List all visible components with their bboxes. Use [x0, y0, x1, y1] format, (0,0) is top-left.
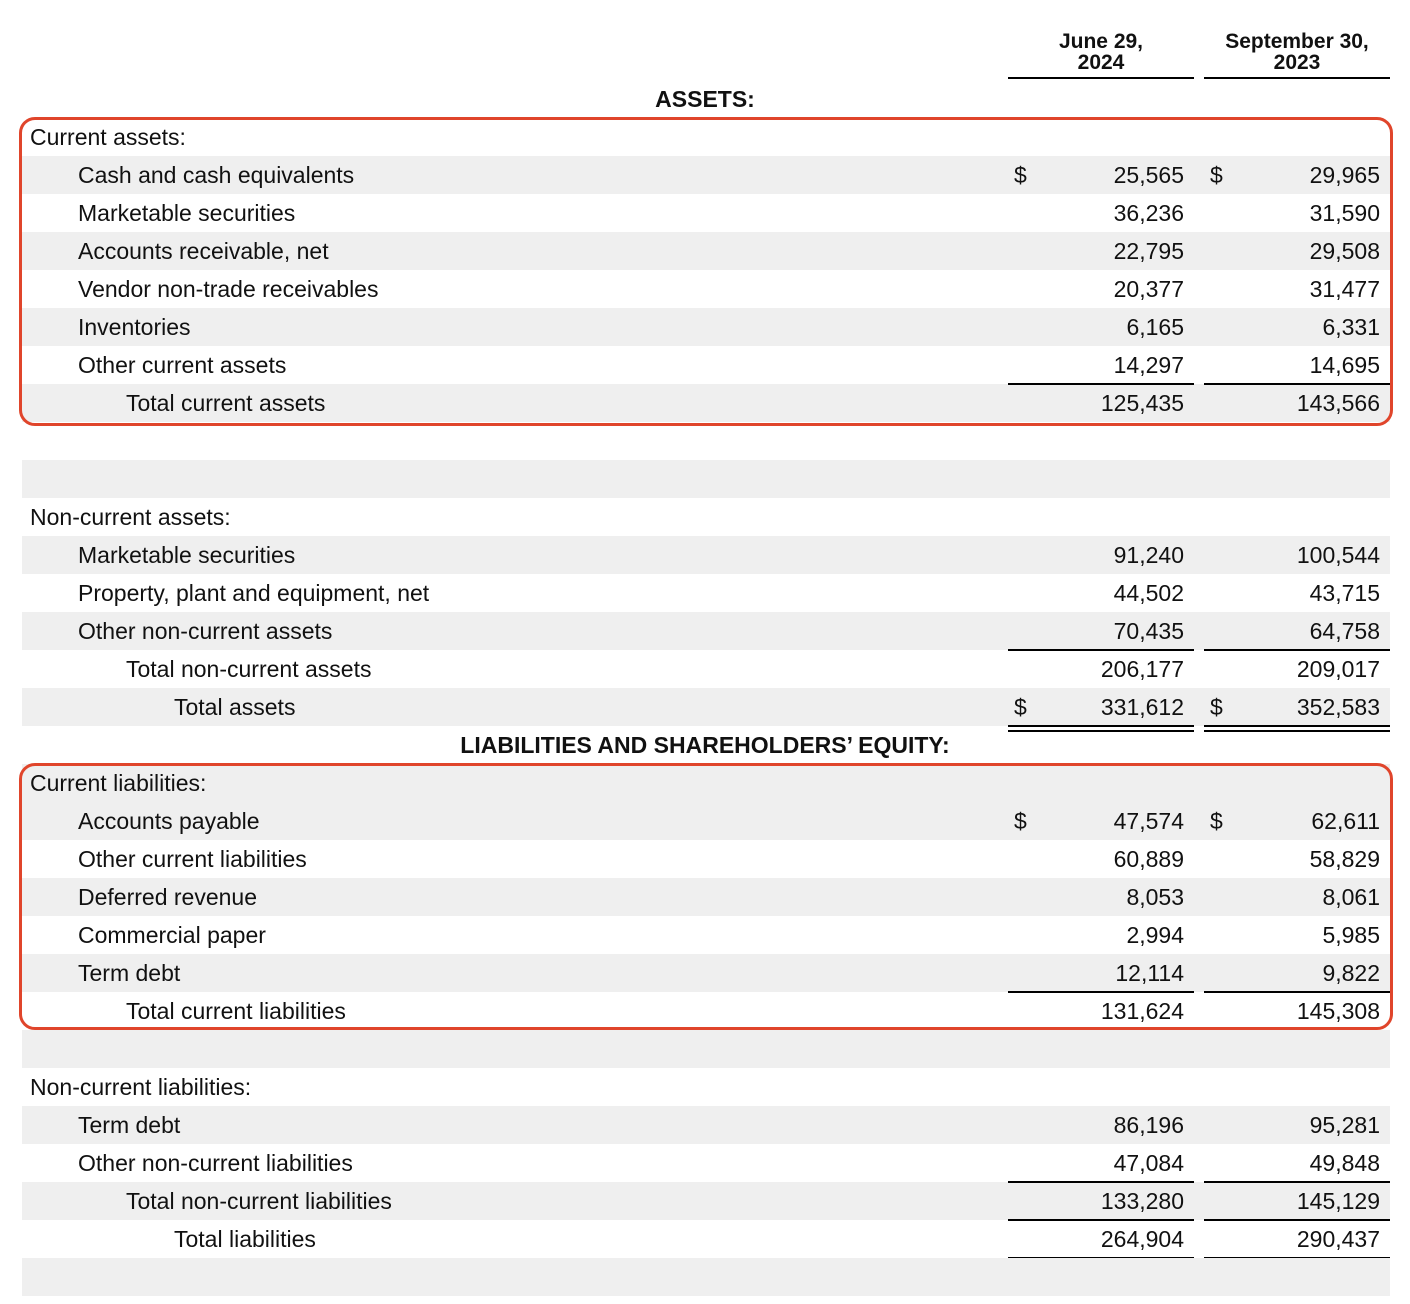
value-june-2024: 47,084	[1113, 1150, 1184, 1176]
row-label: Total non-current assets	[126, 656, 372, 682]
value-september-2023: 95,281	[1309, 1112, 1380, 1138]
table-row	[22, 688, 1390, 726]
value-september-2023: 29,508	[1309, 238, 1380, 264]
value-september-2023: 58,829	[1309, 846, 1380, 872]
table-row	[22, 1182, 1390, 1220]
value-september-2023: 8,061	[1322, 884, 1380, 910]
row-label: Term debt	[78, 960, 181, 986]
table-row	[22, 118, 1390, 156]
subtotal-rule	[1204, 1181, 1390, 1183]
table-row	[22, 1068, 1390, 1106]
value-june-2024: 91,240	[1113, 542, 1184, 568]
value-june-2024: 36,236	[1113, 200, 1184, 226]
table-row	[22, 840, 1390, 878]
table-row	[22, 1030, 1390, 1068]
row-label: Deferred revenue	[78, 884, 257, 910]
row-label: Total non-current liabilities	[126, 1188, 392, 1214]
dollar-sign: $	[1014, 162, 1027, 188]
value-june-2024: 2,994	[1126, 922, 1184, 948]
table-row	[22, 384, 1390, 422]
table-row	[22, 1144, 1390, 1182]
value-september-2023: 62,611	[1311, 808, 1380, 834]
table-row	[22, 1220, 1390, 1258]
value-june-2024: 331,612	[1100, 694, 1184, 720]
table-row	[22, 536, 1390, 574]
assets-section-title: ASSETS:	[655, 86, 755, 112]
table-row	[22, 308, 1390, 346]
value-september-2023: 5,985	[1322, 922, 1380, 948]
row-label: Accounts receivable, net	[78, 238, 329, 264]
value-september-2023: 49,848	[1309, 1150, 1380, 1176]
subtotal-rule	[1008, 1219, 1194, 1221]
value-june-2024: 206,177	[1100, 656, 1184, 682]
subtotal-rule	[1204, 1219, 1390, 1221]
table-row	[22, 802, 1390, 840]
value-september-2023: 290,437	[1296, 1226, 1380, 1252]
value-june-2024: 131,624	[1100, 998, 1184, 1024]
column-header-june-line1: June 29,	[1058, 30, 1144, 53]
value-june-2024: 20,377	[1113, 276, 1184, 302]
value-june-2024: 14,297	[1113, 352, 1184, 378]
value-september-2023: 145,129	[1296, 1188, 1380, 1214]
row-label: Marketable securities	[78, 200, 296, 226]
table-row	[22, 612, 1390, 650]
table-row	[22, 270, 1390, 308]
value-june-2024: 6,165	[1126, 314, 1184, 340]
table-row	[22, 574, 1390, 612]
value-june-2024: 125,435	[1100, 390, 1184, 416]
value-june-2024: 264,904	[1100, 1226, 1184, 1252]
row-label: Commercial paper	[78, 922, 266, 948]
value-june-2024: 70,435	[1113, 618, 1184, 644]
table-row	[22, 232, 1390, 270]
value-june-2024: 47,574	[1113, 808, 1184, 834]
row-label: Vendor non-trade receivables	[78, 276, 379, 302]
row-label: Total liabilities	[174, 1226, 316, 1252]
column-header-september-line2: 2023	[1273, 51, 1321, 74]
row-label: Other current assets	[78, 352, 287, 378]
table-row	[22, 878, 1390, 916]
value-september-2023: 14,695	[1309, 352, 1380, 378]
column-header-september-2023	[1204, 31, 1390, 73]
row-label: Other non-current assets	[78, 618, 333, 644]
row-label: Inventories	[78, 314, 191, 340]
table-row	[22, 992, 1390, 1030]
row-label: Accounts payable	[78, 808, 260, 834]
table-row	[22, 156, 1390, 194]
table-row	[22, 194, 1390, 232]
row-label: Total current liabilities	[126, 998, 346, 1024]
subtotal-rule	[1204, 991, 1390, 993]
row-label: Other current liabilities	[78, 846, 307, 872]
table-row	[22, 650, 1390, 688]
dollar-sign: $	[1014, 808, 1027, 834]
dollar-sign: $	[1210, 694, 1223, 720]
row-label: Property, plant and equipment, net	[78, 580, 430, 606]
subtotal-rule	[1008, 991, 1194, 993]
table-row	[22, 916, 1390, 954]
row-label: Non-current liabilities:	[30, 1074, 252, 1100]
subtotal-rule	[1008, 649, 1194, 651]
value-june-2024: 25,565	[1113, 162, 1184, 188]
table-row	[22, 498, 1390, 536]
value-june-2024: 8,053	[1126, 884, 1184, 910]
subtotal-rule	[1204, 383, 1390, 385]
table-row	[22, 726, 1390, 764]
table-row	[22, 1258, 1390, 1296]
table-row	[22, 1106, 1390, 1144]
column-header-june-2024	[1008, 31, 1194, 73]
row-label: Non-current assets:	[30, 504, 231, 530]
row-label: Term debt	[78, 1112, 181, 1138]
value-september-2023: 9,822	[1322, 960, 1380, 986]
column-header-september-line1: September 30,	[1225, 30, 1369, 53]
table-row	[22, 346, 1390, 384]
value-june-2024: 12,114	[1115, 960, 1184, 986]
column-header-june-line2: 2024	[1077, 51, 1125, 74]
table-row	[22, 422, 1390, 460]
table-row	[22, 460, 1390, 498]
subtotal-rule	[1008, 383, 1194, 385]
row-label: Marketable securities	[78, 542, 296, 568]
value-september-2023: 31,590	[1309, 200, 1380, 226]
value-september-2023: 145,308	[1296, 998, 1380, 1024]
row-label: Current liabilities:	[30, 770, 207, 796]
row-label: Cash and cash equivalents	[78, 162, 355, 188]
value-june-2024: 60,889	[1113, 846, 1184, 872]
table-row	[22, 954, 1390, 992]
row-label: Other non-current liabilities	[78, 1150, 353, 1176]
value-june-2024: 22,795	[1113, 238, 1184, 264]
dollar-sign: $	[1210, 162, 1223, 188]
dollar-sign: $	[1210, 808, 1223, 834]
row-label: Current assets:	[30, 124, 186, 150]
subtotal-rule	[1204, 649, 1390, 651]
value-september-2023: 100,544	[1296, 542, 1380, 568]
value-june-2024: 133,280	[1100, 1188, 1184, 1214]
table-row	[22, 764, 1390, 802]
column-header-rule	[1204, 77, 1390, 79]
dollar-sign: $	[1014, 694, 1027, 720]
value-june-2024: 44,502	[1113, 580, 1184, 606]
value-september-2023: 31,477	[1309, 276, 1380, 302]
value-september-2023: 143,566	[1296, 390, 1380, 416]
value-september-2023: 29,965	[1309, 162, 1380, 188]
row-label: Total current assets	[126, 390, 326, 416]
value-september-2023: 43,715	[1309, 580, 1380, 606]
value-september-2023: 209,017	[1296, 656, 1380, 682]
column-header-rule	[1008, 77, 1194, 79]
subtotal-rule	[1008, 1181, 1194, 1183]
value-june-2024: 86,196	[1113, 1112, 1184, 1138]
value-september-2023: 352,583	[1296, 694, 1380, 720]
value-september-2023: 6,331	[1322, 314, 1380, 340]
value-september-2023: 64,758	[1309, 618, 1380, 644]
row-label: Total assets	[174, 694, 296, 720]
liabilities-section-title: LIABILITIES AND SHAREHOLDERS’ EQUITY:	[460, 732, 950, 758]
